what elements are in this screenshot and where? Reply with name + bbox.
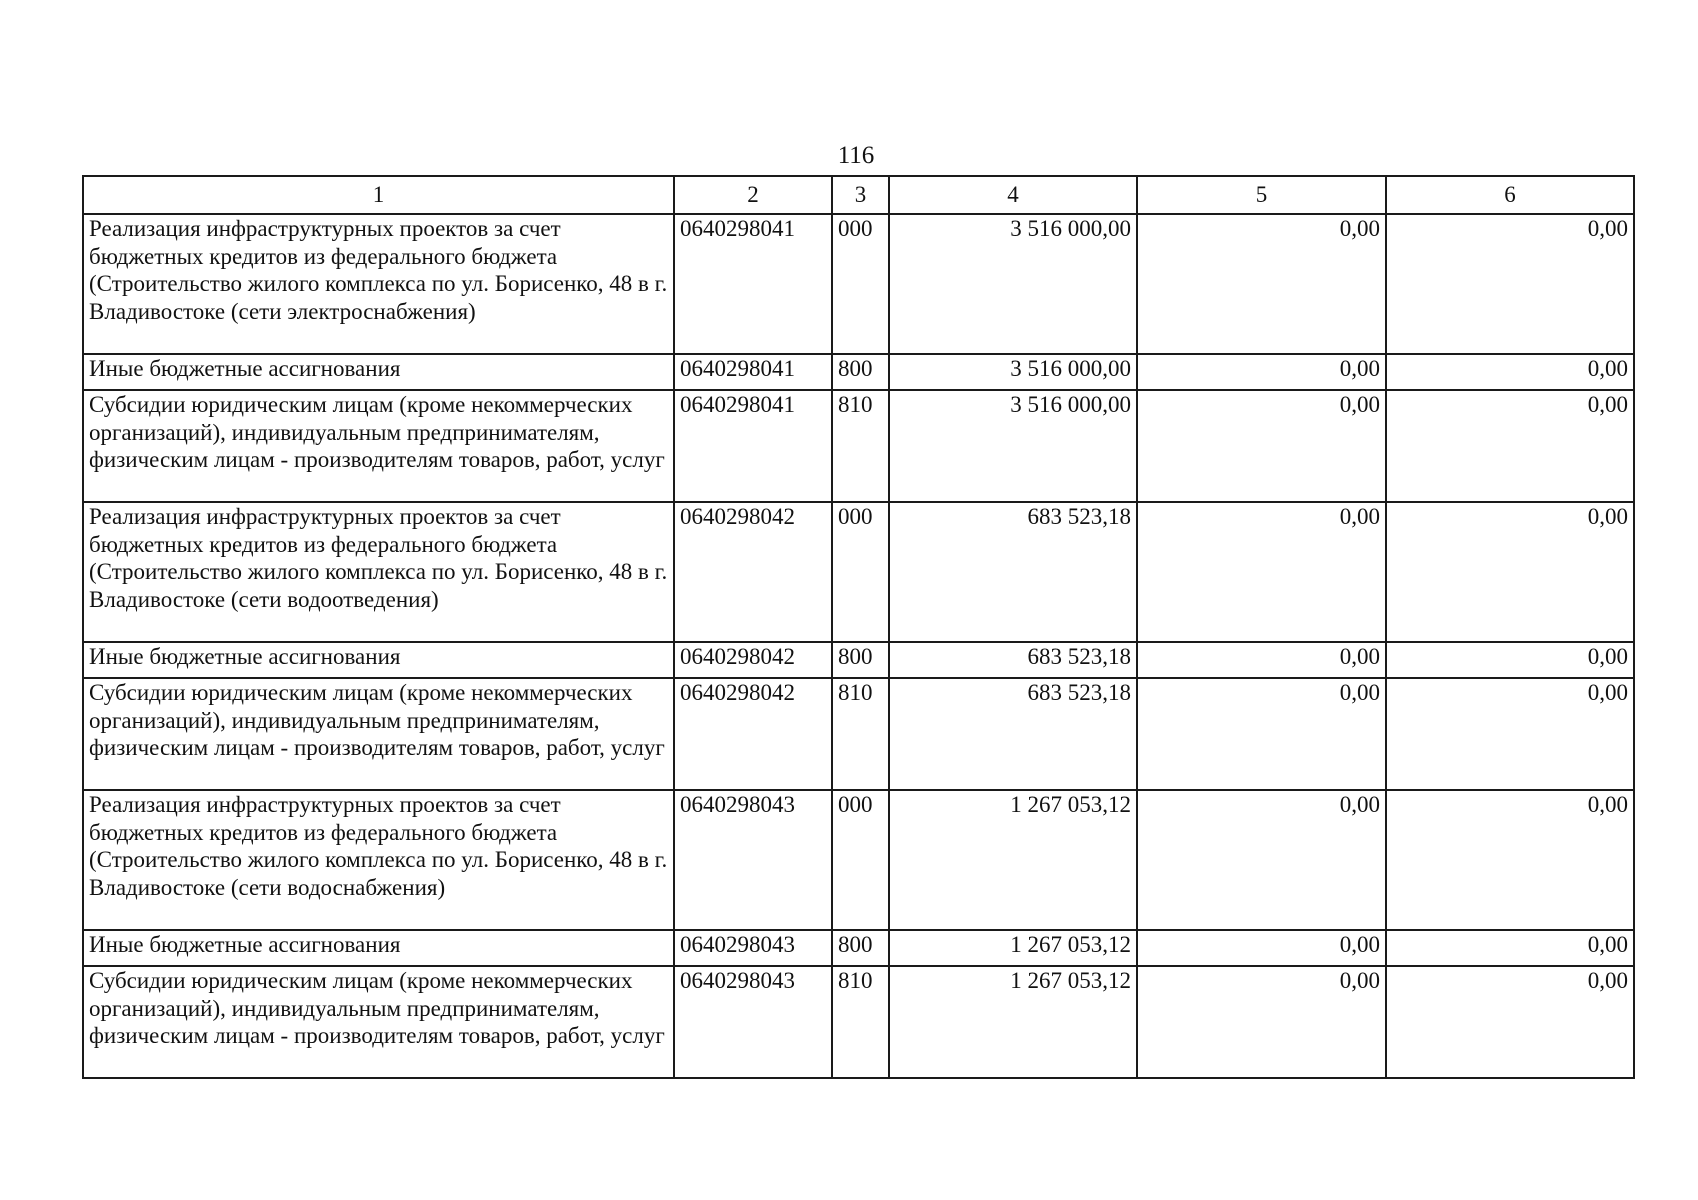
row-value-col4: 3 516 000,00 [889, 354, 1137, 390]
row-value-col5: 0,00 [1137, 390, 1386, 502]
row-value-col5: 0,00 [1137, 930, 1386, 966]
table-row [83, 214, 1634, 354]
row-expense-type: 810 [832, 390, 889, 502]
column-header: 3 [832, 176, 889, 214]
table-row [83, 930, 1634, 966]
table-row [83, 678, 1634, 790]
row-value-col4: 3 516 000,00 [889, 214, 1137, 354]
row-value-col6: 0,00 [1386, 390, 1634, 502]
row-expense-type: 000 [832, 502, 889, 642]
row-name: Иные бюджетные ассигнования [83, 354, 674, 390]
row-value-col4: 683 523,18 [889, 502, 1137, 642]
row-code: 0640298042 [674, 642, 832, 678]
row-code: 0640298043 [674, 930, 832, 966]
row-code: 0640298041 [674, 354, 832, 390]
row-code: 0640298042 [674, 502, 832, 642]
row-code: 0640298043 [674, 966, 832, 1078]
row-name: Реализация инфраструктурных проектов за счет бюджетных кредитов из федерального бюджета (Строительство жилого комплекса по ул. Борисенко, 48 в г. Владивостоке (сети электроснабжения) [83, 214, 674, 354]
row-value-col6: 0,00 [1386, 678, 1634, 790]
row-value-col5: 0,00 [1137, 966, 1386, 1078]
row-value-col6: 0,00 [1386, 790, 1634, 930]
row-value-col6: 0,00 [1386, 930, 1634, 966]
column-header: 2 [674, 176, 832, 214]
column-header: 6 [1386, 176, 1634, 214]
row-value-col5: 0,00 [1137, 214, 1386, 354]
row-expense-type: 810 [832, 678, 889, 790]
row-name: Субсидии юридическим лицам (кроме некоммерческих организаций), индивидуальным предпринимателям, физическим лицам - производителям товаров, работ, услуг [83, 390, 674, 502]
row-expense-type: 000 [832, 790, 889, 930]
table-row [83, 354, 1634, 390]
table-row [83, 390, 1634, 502]
row-value-col5: 0,00 [1137, 642, 1386, 678]
row-value-col5: 0,00 [1137, 678, 1386, 790]
column-header: 5 [1137, 176, 1386, 214]
row-expense-type: 810 [832, 966, 889, 1078]
row-value-col5: 0,00 [1137, 502, 1386, 642]
page-number: 116 [837, 142, 875, 169]
row-name: Реализация инфраструктурных проектов за счет бюджетных кредитов из федерального бюджета (Строительство жилого комплекса по ул. Борисенко, 48 в г. Владивостоке (сети водоснабжения) [83, 790, 674, 930]
row-value-col4: 3 516 000,00 [889, 390, 1137, 502]
table-row [83, 642, 1634, 678]
row-expense-type: 800 [832, 354, 889, 390]
row-value-col5: 0,00 [1137, 354, 1386, 390]
row-code: 0640298041 [674, 214, 832, 354]
column-header: 4 [889, 176, 1137, 214]
row-name: Иные бюджетные ассигнования [83, 642, 674, 678]
row-value-col4: 1 267 053,12 [889, 790, 1137, 930]
row-expense-type: 000 [832, 214, 889, 354]
row-value-col4: 683 523,18 [889, 678, 1137, 790]
row-expense-type: 800 [832, 930, 889, 966]
row-value-col6: 0,00 [1386, 502, 1634, 642]
table-row [83, 790, 1634, 930]
row-value-col5: 0,00 [1137, 790, 1386, 930]
row-name: Иные бюджетные ассигнования [83, 930, 674, 966]
row-expense-type: 800 [832, 642, 889, 678]
row-code: 0640298041 [674, 390, 832, 502]
row-code: 0640298042 [674, 678, 832, 790]
row-value-col6: 0,00 [1386, 214, 1634, 354]
row-name: Субсидии юридическим лицам (кроме некоммерческих организаций), индивидуальным предпринимателям, физическим лицам - производителям товаров, работ, услуг [83, 966, 674, 1078]
row-name: Субсидии юридическим лицам (кроме некоммерческих организаций), индивидуальным предпринимателям, физическим лицам - производителям товаров, работ, услуг [83, 678, 674, 790]
table-row [83, 502, 1634, 642]
column-header: 1 [83, 176, 674, 214]
row-code: 0640298043 [674, 790, 832, 930]
row-value-col4: 1 267 053,12 [889, 930, 1137, 966]
row-value-col6: 0,00 [1386, 642, 1634, 678]
row-value-col4: 683 523,18 [889, 642, 1137, 678]
row-value-col6: 0,00 [1386, 966, 1634, 1078]
row-value-col4: 1 267 053,12 [889, 966, 1137, 1078]
table-row [83, 966, 1634, 1078]
row-name: Реализация инфраструктурных проектов за счет бюджетных кредитов из федерального бюджета (Строительство жилого комплекса по ул. Борисенко, 48 в г. Владивостоке (сети водоотведения) [83, 502, 674, 642]
table-header-row [83, 176, 1634, 214]
row-value-col6: 0,00 [1386, 354, 1634, 390]
budget-table [82, 175, 1635, 1079]
